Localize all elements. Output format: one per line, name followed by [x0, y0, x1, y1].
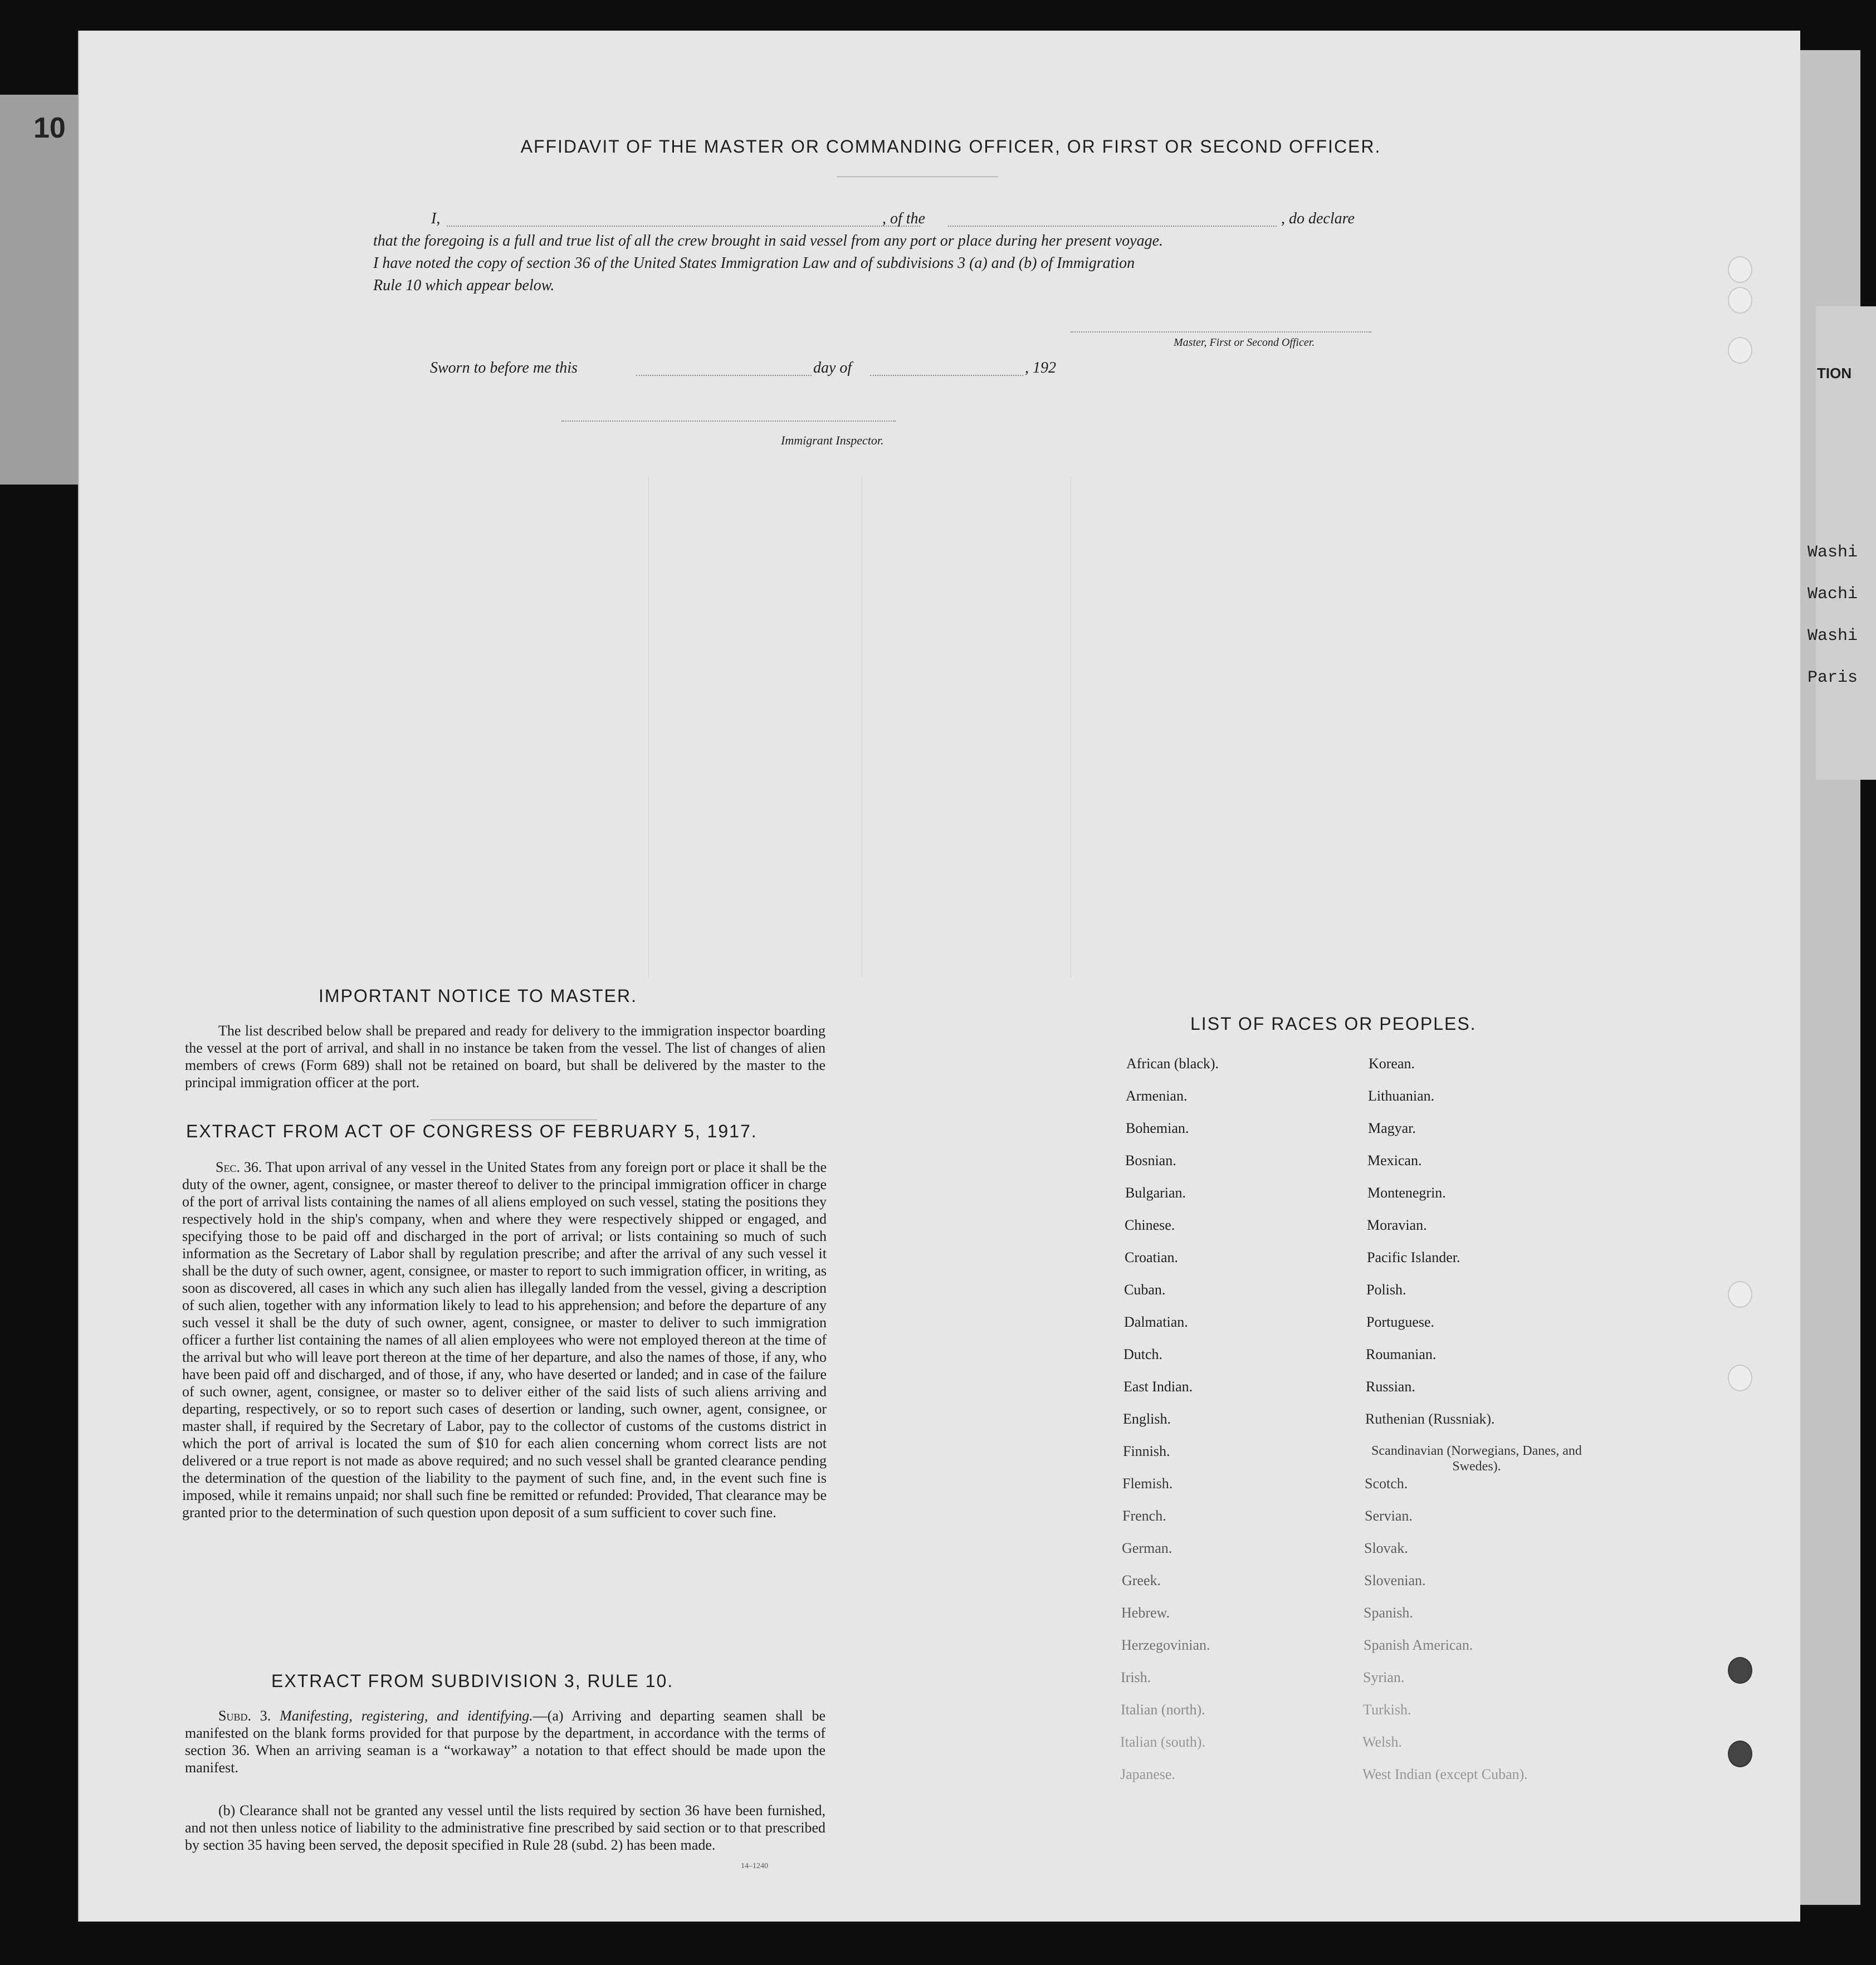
master-signature-label: Master, First or Second Officer. [1174, 336, 1315, 349]
subdivision-heading: Manifesting, registering, and identifying. [280, 1708, 533, 1724]
race-item: Montenegrin. [1367, 1185, 1446, 1201]
affidavit-line-4: Rule 10 which appear below. [373, 277, 555, 294]
right-margin-frag-2: Wachi [1807, 585, 1858, 604]
punch-hole [1728, 1281, 1752, 1308]
day-blank [636, 375, 812, 376]
race-item: Japanese. [1120, 1766, 1175, 1782]
punch-hole [1728, 1657, 1752, 1684]
race-item: West Indian (except Cuban). [1362, 1766, 1528, 1782]
race-item: Pacific Islander. [1367, 1249, 1460, 1265]
race-item: Korean. [1369, 1055, 1415, 1072]
inspector-label: Immigrant Inspector. [781, 433, 884, 447]
punch-hole [1728, 1365, 1752, 1391]
race-item: Finnish. [1123, 1443, 1170, 1459]
section-body: That upon arrival of any vessel in the United States from any foreign port or place it shall be the duty of the owner, agent, consignee, or master thereof to deliver to the principal immigration officer in charge of the port of arrival lists containing the names of all aliens employed on such vessel, stating the positions they respectively hold in the ship's company, when and where they were respectively shipped or engaged, and specifying those to be paid off and discharged in the port of arrival; or lists containing so much of such information as the Secretary of Labor shall by regulation prescribe; and after the arrival of any such vessel it shall be the duty of such owner, agent, consignee, or master to report to such immigration officer, in writing, as soon as discovered, all cases in which any such alien has illegally landed from the vessel, giving a description of such alien, together with any information likely to lead to his apprehension; and before the departure of any such vessel it shall be the duty of such owner, agent, consignee, or master to deliver to such immigration officer a further list containing the names of all alien employees who were not employed thereon at the time of the arrival but who will leave port thereon at the time of her departure, and also the names of those, if any, who have been paid off and discharged, and of those, if any, who have deserted or landed; and in case of the failure of such owner, agent, consignee, or master so to deliver either of the said lists of such aliens arriving and departing, respectively, or so to report such cases of desertion or landing, such owner, agent, consignee, or master shall, if required by the Secretary of Labor, pay to the collector of customs of the customs district in which the port of arrival is located the sum of $10 for each alien concerning whom correct lists are not delivered or a true report is not made as above required; and no such vessel shall be granted clearance pending the determination of the question of the liability to the payment of such fine, and, in the event such fine is imposed, while it remains unpaid; nor shall such fine be remitted or refunded: Provided, That clearance may be granted prior to the determination of such question upon deposit of a sum sufficient to cover such fine. [182, 1159, 827, 1521]
race-item: Moravian. [1367, 1217, 1427, 1233]
race-item: Lithuanian. [1368, 1088, 1435, 1104]
race-item: Slovenian. [1364, 1572, 1426, 1588]
race-item: Polish. [1366, 1282, 1406, 1298]
notice-text: The list described below shall be prepared and ready for delivery to the immigration inspector boarding the vessel at the port of arrival, and shall in no instance be taken from the vessel. The list of changes of alien members of crews (Form 689) shall not be retained on board, but shall be delivered by the master to the principal immigration officer at the port. [185, 1023, 825, 1091]
race-item: Welsh. [1362, 1734, 1402, 1750]
race-item: Scotch. [1365, 1475, 1408, 1492]
race-item: Mexican. [1367, 1152, 1422, 1169]
punch-hole [1728, 256, 1752, 283]
race-item: Italian (south). [1120, 1734, 1206, 1750]
race-item: Magyar. [1368, 1120, 1416, 1136]
race-item: Flemish. [1122, 1475, 1173, 1492]
race-item: English. [1123, 1411, 1171, 1427]
race-item: Bohemian. [1126, 1120, 1189, 1136]
race-item: Dalmatian. [1124, 1314, 1188, 1330]
right-margin-frag-1: Washi [1807, 543, 1858, 562]
race-item: Chinese. [1125, 1217, 1175, 1233]
extract-rule-text-b: (b) Clearance shall not be granted any vessel until the lists required by section 36 have been furnished, and not then unless notice of liability to the administrative fine prescribed by said section or to that prescribed by section 35 having been served, the deposit specified in Rule 28 (subd. 2) has been made. [185, 1802, 825, 1853]
race-item: German. [1122, 1540, 1172, 1556]
month-blank [870, 375, 1023, 376]
race-item: Herzegovinian. [1121, 1637, 1210, 1653]
affidavit-of-the: , of the [882, 210, 925, 227]
extract-rule-text-a [185, 1707, 825, 1776]
race-item: Armenian. [1126, 1088, 1188, 1104]
race-item: Dutch. [1123, 1346, 1163, 1362]
race-item: Cuban. [1124, 1282, 1166, 1298]
race-item: Turkish. [1363, 1702, 1411, 1718]
affidavit-do-declare: , do declare [1281, 210, 1355, 227]
race-item: Scandinavian (Norwegians, Danes, and Swedes). [1371, 1444, 1582, 1474]
right-margin-frag-4: Paris [1807, 668, 1858, 687]
race-item: Slovak. [1364, 1540, 1408, 1556]
extract-act-text [182, 1159, 827, 1521]
left-margin-number: 10 [33, 112, 66, 144]
races-title: LIST OF RACES OR PEOPLES. [1190, 1014, 1477, 1034]
race-item: Italian (north). [1121, 1702, 1205, 1718]
race-item: Spanish American. [1364, 1637, 1473, 1653]
race-item: Spanish. [1364, 1605, 1413, 1621]
race-item: Portuguese. [1366, 1314, 1435, 1330]
race-item: Russian. [1366, 1379, 1415, 1395]
race-item: Roumanian. [1366, 1346, 1437, 1362]
affidavit-i: I, [431, 210, 441, 227]
affidavit-line-3: I have noted the copy of section 36 of the United States Immigration Law and of subdivisions 3 (a) and (b) of Immigration [373, 255, 1135, 272]
subdivision-label: Subd. 3. [218, 1708, 271, 1724]
race-item: Bosnian. [1125, 1152, 1176, 1169]
vessel-blank [948, 226, 1277, 227]
punch-hole [1728, 1741, 1752, 1767]
race-item: Servian. [1365, 1508, 1413, 1524]
back-sheet-left [0, 95, 84, 485]
race-item: African (black). [1126, 1055, 1219, 1072]
name-blank [447, 226, 920, 227]
bleed-column-line [648, 476, 649, 977]
race-item: Syrian. [1363, 1669, 1405, 1685]
form-number: 14–1240 [741, 1862, 768, 1870]
year-text: , 192 [1025, 359, 1056, 377]
day-of-text: day of [813, 359, 852, 377]
race-item: Bulgarian. [1125, 1185, 1186, 1201]
sworn-text: Sworn to before me this [430, 359, 578, 377]
notice-title: IMPORTANT NOTICE TO MASTER. [319, 986, 637, 1006]
right-margin-header: TION [1817, 365, 1852, 382]
affidavit-title: AFFIDAVIT OF THE MASTER OR COMMANDING OFFICER, OR FIRST OR SECOND OFFICER. [520, 136, 1381, 157]
race-item: East Indian. [1123, 1379, 1193, 1395]
section-label: Sec. 36. [216, 1159, 262, 1175]
right-margin-frag-3: Washi [1807, 627, 1858, 646]
affidavit-line-2: that the foregoing is a full and true list of all the crew brought in said vessel from any port or place during her present voyage. [373, 232, 1164, 250]
race-item: Greek. [1122, 1572, 1161, 1588]
inspector-signature-line [561, 421, 896, 422]
race-item: Irish. [1121, 1669, 1151, 1685]
race-item: Ruthenian (Russniak). [1365, 1411, 1495, 1427]
subdivision-body-a: —(a) Arriving and departing seamen shall be manifested on the blank forms provided for that purpose by the department, in accordance with the terms of section 36. When an arriving seaman is a “workaway” a notation to that effect should be made upon the manifest. [185, 1708, 826, 1776]
extract-act-title: EXTRACT FROM ACT OF CONGRESS OF FEBRUARY 5, 1917. [186, 1121, 758, 1141]
race-item: French. [1122, 1508, 1166, 1524]
race-item: Croatian. [1125, 1249, 1179, 1265]
extract-rule-title: EXTRACT FROM SUBDIVISION 3, RULE 10. [271, 1671, 674, 1691]
race-item: Hebrew. [1121, 1605, 1170, 1621]
punch-hole [1728, 337, 1752, 364]
document-page [78, 31, 1800, 1922]
punch-hole [1728, 287, 1752, 314]
